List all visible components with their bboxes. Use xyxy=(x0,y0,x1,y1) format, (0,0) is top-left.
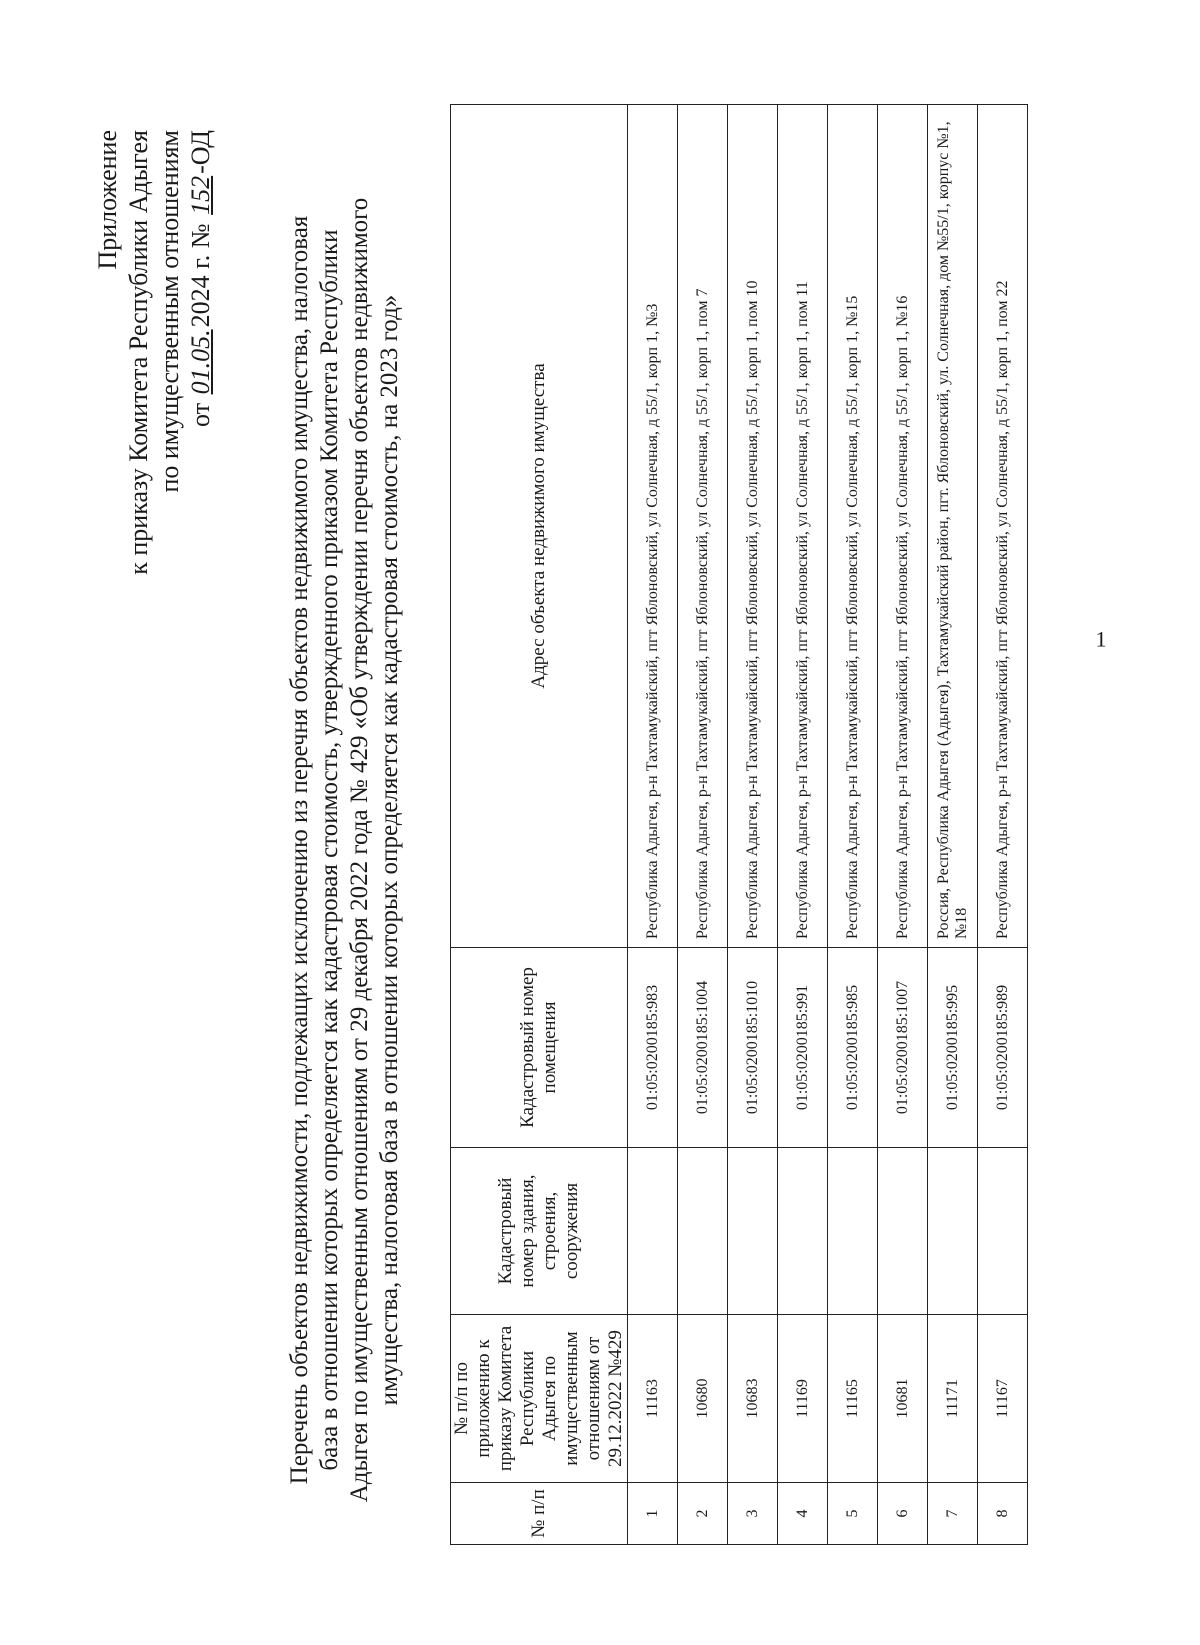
table-row xyxy=(728,105,778,1545)
cell-building xyxy=(728,1148,778,1315)
appendix-committee: по имущественным отношениям xyxy=(155,130,184,493)
table-row xyxy=(678,105,728,1545)
header-address: Адрес объекта недвижимого имущества xyxy=(451,105,628,948)
cell-ref: 11163 xyxy=(628,1315,678,1483)
cell-ref: 10681 xyxy=(878,1315,928,1483)
cell-address: Республика Адыгея, р-н Тахтамукайский, пгт Яблоновский, ул Солнечная, д 55/1, корп 1, пом 10 xyxy=(728,105,778,948)
order-number-handwritten: 152 xyxy=(186,175,215,215)
order-suffix: -ОД xyxy=(186,130,215,174)
page-number: 1 xyxy=(1095,626,1107,652)
cell-num: 1 xyxy=(628,1483,678,1545)
cell-address: Республика Адыгея, р-н Тахтамукайский, пгт Яблоновский, ул Солнечная, д 55/1, корп 1, пом 11 xyxy=(778,105,828,948)
cell-room: 01:05:0200185:1010 xyxy=(728,948,778,1148)
cell-ref: 11165 xyxy=(828,1315,878,1483)
cell-room: 01:05:0200185:1004 xyxy=(678,948,728,1148)
order-prefix: от xyxy=(186,402,215,427)
cell-room: 01:05:0200185:1007 xyxy=(878,948,928,1148)
header-building: Кадастровый номер здания, строения, сооружения xyxy=(451,1148,628,1315)
cell-address: Республика Адыгея, р-н Тахтамукайский, пгт Яблоновский, ул Солнечная, д 55/1, корп 1, №3 xyxy=(628,105,678,948)
table-row xyxy=(978,105,1028,1545)
table-row xyxy=(928,105,978,1545)
cell-address: Республика Адыгея, р-н Тахтамукайский, пгт Яблоновский, ул Солнечная, д 55/1, корп 1, №16 xyxy=(878,105,928,948)
header-num: № п/п xyxy=(451,1483,628,1545)
cell-ref: 10680 xyxy=(678,1315,728,1483)
cell-address: Россия, Республика Адыгея (Адыгея), Тахтамукайский район, пгт. Яблоновский, ул. Солнечная, дом №55/1, корпус №1, №18 xyxy=(928,105,978,948)
cell-ref: 11167 xyxy=(978,1315,1028,1483)
cell-building xyxy=(828,1148,878,1315)
table-row xyxy=(878,105,928,1545)
order-date-handwritten: 01.05. xyxy=(186,329,215,395)
cell-num: 3 xyxy=(728,1483,778,1545)
appendix-header xyxy=(92,130,216,575)
header-ref: № п/п по приложению к приказу Комитета Республики Адыгея по имущественным отношениям от 29.12.2022 №429 xyxy=(451,1315,628,1483)
document-title: Перечень объектов недвижимости, подлежащих исключению из перечня объектов недвижимого имущества, налоговая база в отношении которых определяется как кадастровая стоимость, утвержденного приказом Комитета Республики Адыгея по имущественным отношениям от 29 декабря 2022 года № 429 «Об утверждении перечня объектов недвижимого имущества, налоговая база в отношении которых определяется как кадастровая стоимость, на 2023 год» xyxy=(286,197,403,1503)
cell-num: 8 xyxy=(978,1483,1028,1545)
cell-num: 6 xyxy=(878,1483,928,1545)
table-header-row xyxy=(451,105,628,1545)
cell-room: 01:05:0200185:995 xyxy=(928,948,978,1148)
cell-num: 4 xyxy=(778,1483,828,1545)
objects-table xyxy=(450,104,1028,1545)
cell-num: 2 xyxy=(678,1483,728,1545)
cell-building xyxy=(928,1148,978,1315)
appendix-order-ref: к приказу Комитета Республики Адыгея xyxy=(124,130,153,575)
order-date-number xyxy=(185,130,216,575)
cell-building xyxy=(978,1148,1028,1315)
cell-building xyxy=(878,1148,928,1315)
cell-ref: 11171 xyxy=(928,1315,978,1483)
cell-address: Республика Адыгея, р-н Тахтамукайский, пгт Яблоновский, ул Солнечная, д 55/1, корп 1, №15 xyxy=(828,105,878,948)
cell-room: 01:05:0200185:989 xyxy=(978,948,1028,1148)
cell-room: 01:05:0200185:983 xyxy=(628,948,678,1148)
table-row xyxy=(628,105,678,1545)
cell-address: Республика Адыгея, р-н Тахтамукайский, пгт Яблоновский, ул Солнечная, д 55/1, корп 1, пом 7 xyxy=(678,105,728,948)
cell-building xyxy=(678,1148,728,1315)
header-room: Кадастровый номер помещения xyxy=(451,948,628,1148)
cell-num: 5 xyxy=(828,1483,878,1545)
cell-building xyxy=(628,1148,678,1315)
cell-ref: 10683 xyxy=(728,1315,778,1483)
table-row xyxy=(828,105,878,1545)
order-year: 2024 г. № xyxy=(186,223,215,328)
cell-address: Республика Адыгея, р-н Тахтамукайский, пгт Яблоновский, ул Солнечная, д 55/1, корп 1, пом 22 xyxy=(978,105,1028,948)
cell-room: 01:05:0200185:985 xyxy=(828,948,878,1148)
cell-num: 7 xyxy=(928,1483,978,1545)
appendix-label: Приложение xyxy=(93,130,122,270)
table-row xyxy=(778,105,828,1545)
cell-building xyxy=(778,1148,828,1315)
cell-ref: 11169 xyxy=(778,1315,828,1483)
cell-room: 01:05:0200185:991 xyxy=(778,948,828,1148)
